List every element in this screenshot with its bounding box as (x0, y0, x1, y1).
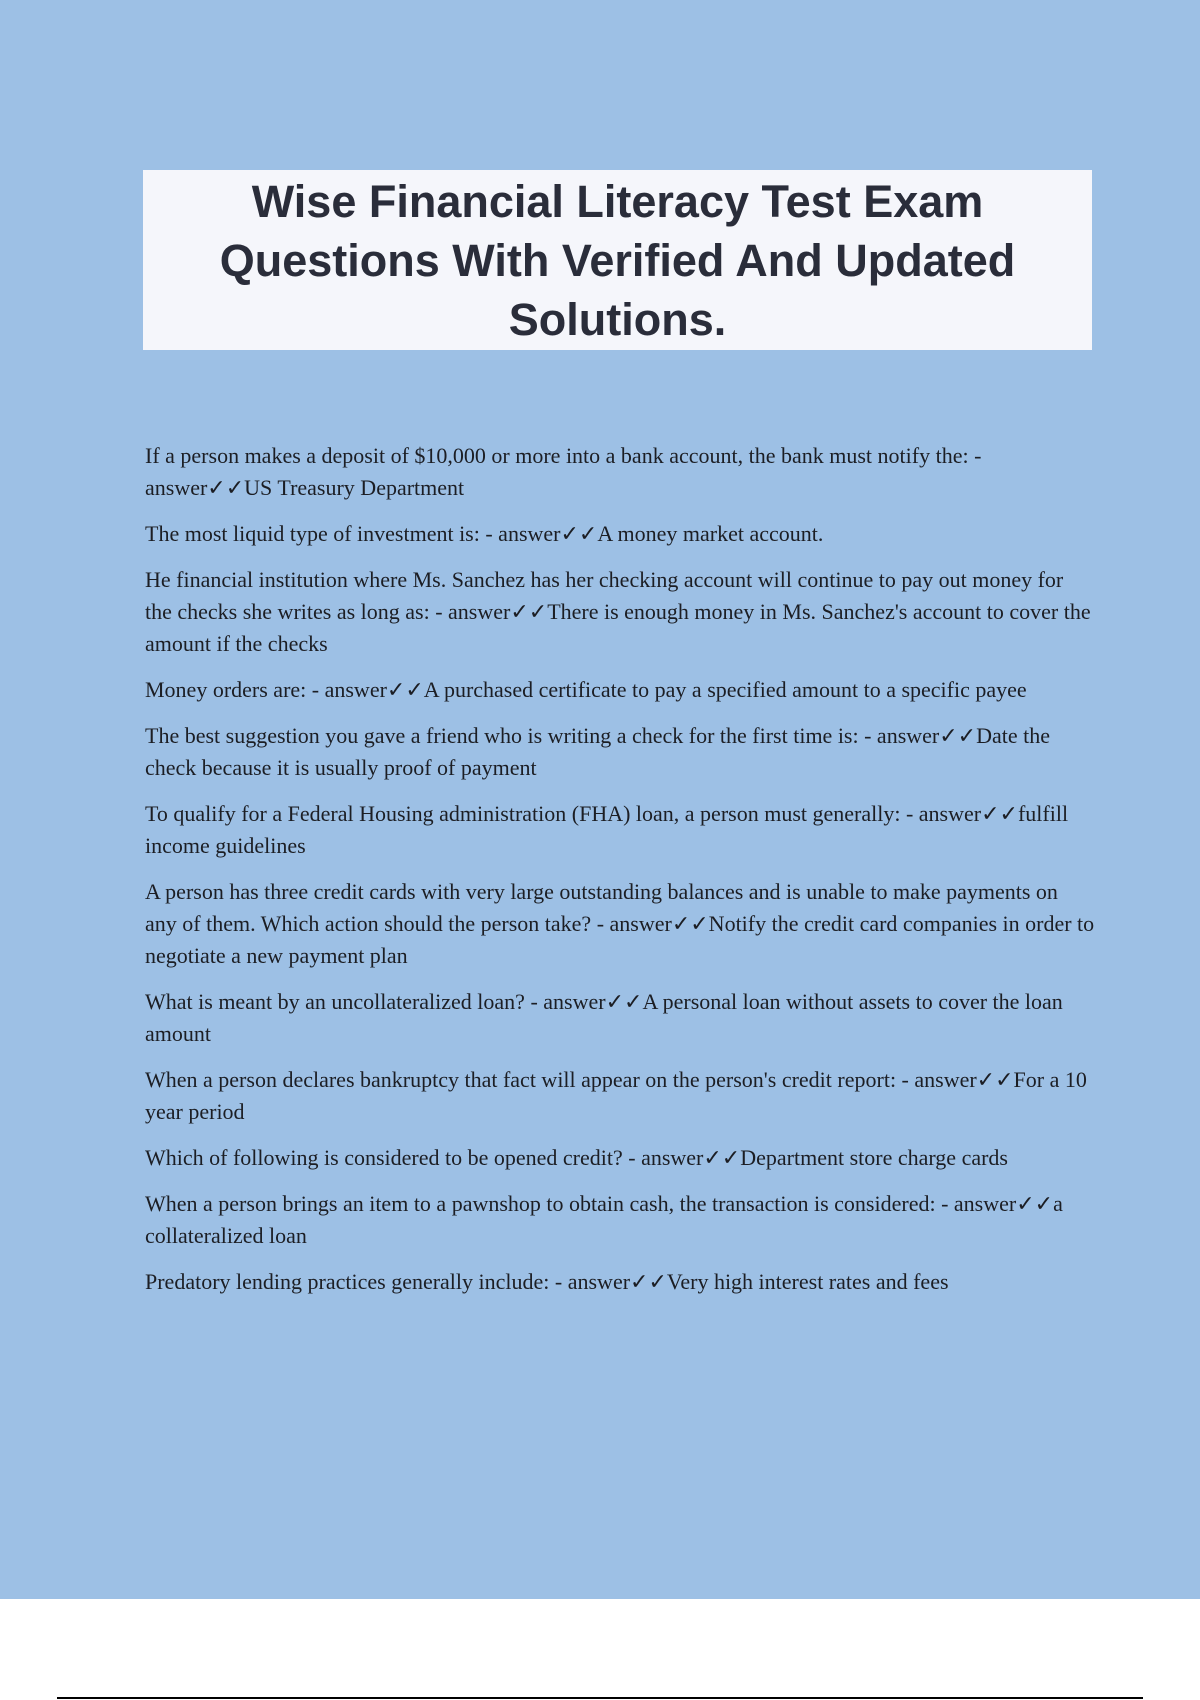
qa-item: When a person brings an item to a pawnshop to obtain cash, the transaction is considered: - answer✓✓a collateralized loan (145, 1191, 1063, 1248)
qa-item: He financial institution where Ms. Sanchez has her checking account will continue to pay out money for the checks she writes as long as: - answer✓✓There is enough money in Ms. Sanchez's account to cover the amount if the checks (145, 567, 1091, 656)
bottom-divider (57, 1697, 1143, 1699)
qa-item: If a person makes a deposit of $10,000 or more into a bank account, the bank must notify the: - answer✓✓US Treasury Department (145, 443, 982, 500)
question-answer-list (145, 440, 1095, 1312)
qa-item: Predatory lending practices generally include: - answer✓✓Very high interest rates and fees (145, 1269, 949, 1294)
qa-item: Money orders are: - answer✓✓A purchased certificate to pay a specified amount to a specific payee (145, 677, 1027, 702)
title-box (143, 170, 1092, 350)
qa-item: When a person declares bankruptcy that fact will appear on the person's credit report: - answer✓✓For a 10 year period (145, 1067, 1087, 1124)
qa-item: What is meant by an uncollateralized loan? - answer✓✓A personal loan without assets to cover the loan amount (145, 989, 1063, 1046)
qa-item: A person has three credit cards with very large outstanding balances and is unable to make payments on any of them. Which action should the person take? - answer✓✓Notify the credit card companies in order to negotiate a new payment plan (145, 879, 1095, 968)
qa-item: The best suggestion you gave a friend who is writing a check for the first time is: - answer✓✓Date the check because it is usually proof of payment (145, 723, 1051, 780)
document-title: Wise Financial Literacy Test Exam Questions With Verified And Updated Solutions. (219, 175, 1016, 345)
qa-item: Which of following is considered to be opened credit? - answer✓✓Department store charge cards (145, 1145, 1008, 1170)
qa-item: The most liquid type of investment is: - answer✓✓A money market account. (145, 521, 824, 546)
qa-item: To qualify for a Federal Housing administration (FHA) loan, a person must generally: - answer✓✓fulfill income guidelines (145, 801, 1069, 858)
